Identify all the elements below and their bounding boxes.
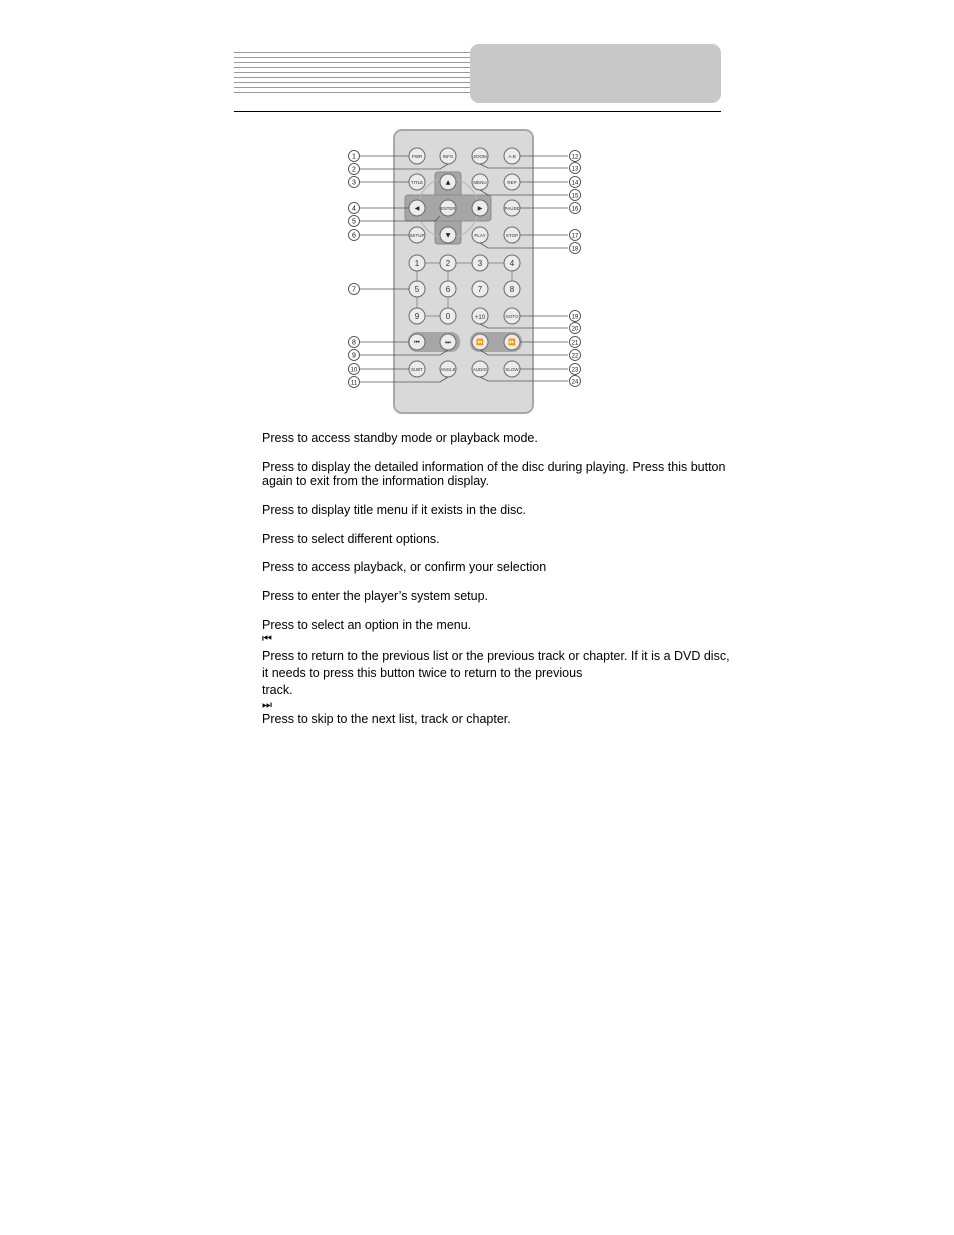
desc-prev-line1: Press to return to the previous list or the previous track or chapter. If it is a DVD disc, — [262, 649, 730, 663]
callout-1: 1 — [352, 153, 356, 161]
callout-11: 11 — [350, 380, 358, 387]
number-5-button[interactable]: 5 — [414, 285, 420, 294]
number-1-button[interactable]: 1 — [414, 259, 420, 268]
plus10-button[interactable]: +10 — [474, 315, 486, 321]
audio-button[interactable]: AUDIO — [472, 367, 488, 372]
callout-13: 13 — [571, 166, 579, 173]
callout-8: 8 — [352, 339, 356, 347]
callout-14: 14 — [571, 180, 579, 187]
left-arrow-icon[interactable]: ◀ — [414, 205, 420, 212]
desc-prev-line2: it needs to press this button twice to return to the previous — [262, 666, 583, 680]
goto-button[interactable]: GOTO — [505, 314, 519, 319]
slow-button[interactable]: SLOW — [505, 367, 519, 372]
header-tab — [470, 44, 721, 103]
rewind-icon[interactable]: ⏪ — [476, 339, 484, 346]
callout-5: 5 — [352, 218, 356, 226]
callout-2: 2 — [352, 166, 356, 174]
callout-15: 15 — [571, 193, 579, 200]
zoom-button[interactable]: ZOOM — [473, 154, 487, 159]
info-button[interactable]: INFO — [442, 154, 454, 159]
callout-9: 9 — [352, 352, 356, 360]
callout-17: 17 — [571, 233, 579, 240]
number-6-button[interactable]: 6 — [445, 285, 451, 294]
pause-button[interactable]: PAUSE — [504, 206, 520, 211]
rep-button[interactable]: REP — [507, 180, 517, 185]
header-stripes — [234, 52, 472, 94]
menu-button[interactable]: MENU — [473, 180, 487, 185]
ab-button[interactable]: A-B — [508, 154, 516, 159]
callout-19: 19 — [571, 314, 579, 321]
number-0-button[interactable]: 0 — [445, 312, 451, 321]
angle-button[interactable]: ANGLE — [440, 367, 456, 372]
callout-3: 3 — [352, 179, 356, 187]
pwr-button[interactable]: PWR — [411, 154, 423, 159]
prev-symbol-icon: ⏮ — [262, 632, 272, 645]
desc-pwr: Press to access standby mode or playback mode. — [262, 431, 538, 445]
callout-18: 18 — [571, 246, 579, 253]
title-button[interactable]: TITLE — [410, 180, 424, 185]
number-8-button[interactable]: 8 — [509, 285, 515, 294]
callout-22: 22 — [571, 353, 579, 360]
prev-icon[interactable]: ⏮ — [414, 339, 420, 346]
callout-16: 16 — [571, 206, 579, 213]
fast-forward-icon[interactable]: ⏩ — [508, 339, 516, 346]
number-9-button[interactable]: 9 — [414, 312, 420, 321]
up-arrow-icon[interactable]: ▲ — [445, 179, 451, 186]
desc-prev-line3: track. — [262, 683, 293, 697]
header-rule — [234, 111, 721, 112]
desc-enter: Press to access playback, or confirm your selection — [262, 560, 547, 574]
callout-12: 12 — [571, 154, 579, 161]
callout-21: 21 — [571, 340, 579, 347]
stop-button[interactable]: STOP — [505, 233, 519, 238]
setup-button[interactable]: SETUP — [409, 233, 425, 238]
callout-23: 23 — [571, 367, 579, 374]
desc-next: Press to skip to the next list, track or chapter. — [262, 712, 511, 726]
desc-numbers: Press to select an option in the menu. — [262, 618, 472, 632]
remote-control-diagram — [340, 128, 590, 418]
desc-info-line1: Press to display the detailed information of the disc during playing. Press this button — [262, 460, 726, 474]
right-arrow-icon[interactable]: ▶ — [477, 205, 483, 212]
callout-10: 10 — [350, 367, 358, 374]
subt-button[interactable]: SUBT — [410, 367, 424, 372]
desc-title: Press to display title menu if it exists in the disc. — [262, 503, 526, 517]
desc-setup: Press to enter the player’s system setup. — [262, 589, 489, 603]
page-header — [234, 44, 721, 114]
enter-button[interactable]: ENTER — [440, 206, 456, 211]
next-icon[interactable]: ⏭ — [445, 339, 451, 346]
desc-nav: Press to select different options. — [262, 532, 440, 546]
number-4-button[interactable]: 4 — [509, 259, 515, 268]
callout-4: 4 — [352, 205, 356, 213]
callout-20: 20 — [571, 326, 579, 333]
callout-24: 24 — [571, 379, 579, 386]
number-3-button[interactable]: 3 — [477, 259, 483, 268]
desc-info-line2: again to exit from the information display. — [262, 474, 489, 488]
callout-7: 7 — [352, 286, 356, 294]
callout-6: 6 — [352, 232, 356, 240]
down-arrow-icon[interactable]: ▼ — [445, 232, 451, 239]
number-2-button[interactable]: 2 — [445, 259, 451, 268]
number-7-button[interactable]: 7 — [477, 285, 483, 294]
next-symbol-icon: ⏭ — [262, 698, 272, 711]
play-button[interactable]: PLAY — [474, 233, 486, 238]
